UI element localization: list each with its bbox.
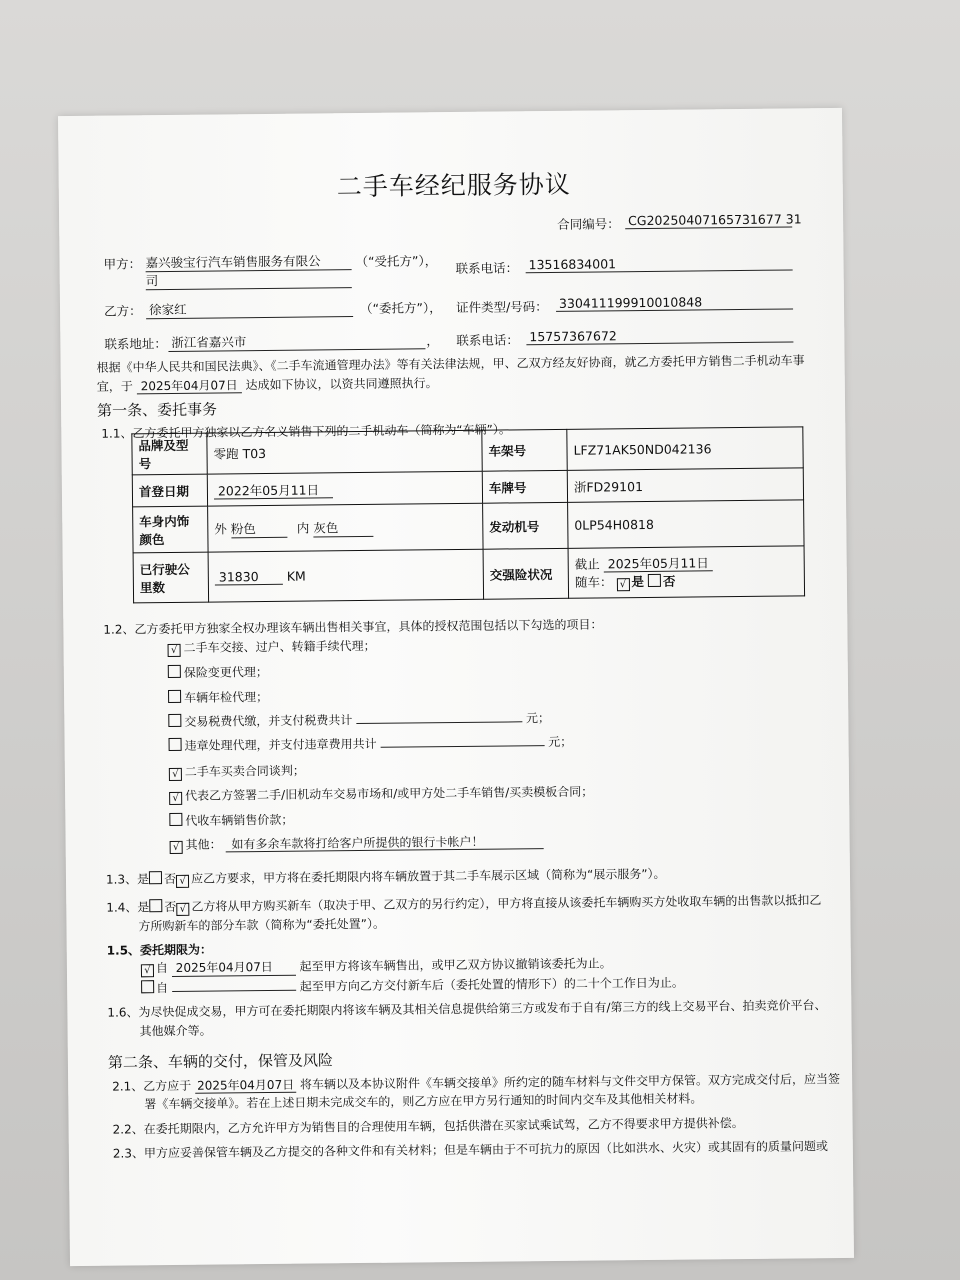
address-comma: ，: [426, 333, 439, 349]
auth-checkbox-7[interactable]: √: [169, 792, 182, 805]
party-b-phone-label: 联系电话：: [456, 332, 519, 348]
party-a-phone: 13516834001: [526, 254, 793, 273]
party-a-name-line1: 嘉兴骏宝行汽车销售服务有限公: [145, 251, 351, 272]
auth-item-9: √ 其他： 如有多余车款将打给客户所提供的银行卡帐户！: [170, 832, 544, 854]
exterior-color: 粉色: [231, 519, 287, 539]
mileage-label: 已行驶公里数: [133, 552, 209, 603]
c13-no-checkbox[interactable]: √: [176, 875, 189, 888]
term-option-2-checkbox[interactable]: [141, 980, 154, 993]
clause-1-2: 1.2、乙方委托甲方独家全权办理该车辆出售相关事宜，具体的授权范围包括以下勾选的项目：: [103, 617, 603, 637]
clause-1-3: 1.3、是 否 √ 应乙方要求，甲方将在委托期限内将车辆放置于其二手车展示区域（简称为“展示服务”）。: [105, 866, 666, 887]
clause-1-5: 1.5、委托期限为：: [106, 942, 213, 958]
vehicle-info-table: [131, 426, 805, 603]
insurance-no-checkbox[interactable]: [648, 574, 661, 587]
engine-label: 发动机号: [483, 502, 568, 549]
intro-line1: 根据《中华人民共和国民法典》、《二手车流通管理办法》等有关法律法规，甲、乙双方经友好协商，就乙方委托甲方销售二手机动车事: [96, 353, 805, 375]
mileage-value: 31830: [215, 568, 283, 585]
vin-label: 车架号: [482, 429, 567, 471]
handover-date: 2025年04月07日: [195, 1078, 296, 1094]
clause-2-1-line2: 署《车辆交接单》。若在上述日期未完成交车的，则乙方应在甲方另行通知的时间内交车及其他相关材料。: [144, 1091, 703, 1112]
engine-value: 0LP54H0818: [568, 500, 804, 548]
party-b-role: （“委托方”），: [359, 300, 442, 316]
c13-yes-checkbox[interactable]: [149, 871, 162, 884]
clause-1-6-line2: 其他媒介等。: [139, 1023, 212, 1039]
reg-date-label: 首登日期: [132, 474, 207, 507]
clause-1-4-line2: 方所购新车的部分车款（简称为“委托处置”）。: [138, 916, 385, 934]
clause-1-1: 1.1、乙方委托甲方独家以乙方名义销售下列的二手机动车（简称为“车辆”）。: [101, 422, 511, 441]
intro-line2: 宜，于 2025年04月07日 达成如下协议，以资共同遵照执行。: [96, 376, 438, 394]
auth-checkbox-3[interactable]: [168, 690, 181, 703]
clause-2-2: 2.2、在委托期限内，乙方允许甲方为销售目的合理使用车辆，包括供潜在买家试乘试驾，乙方不得要求甲方提供补偿。: [112, 1116, 744, 1137]
auth-checkbox-9[interactable]: √: [170, 841, 183, 854]
vin-value: LFZ71AK50ND042136: [567, 427, 803, 470]
auth-other-text: 如有多余车款将打给客户所提供的银行卡帐户！: [225, 834, 543, 852]
term-option-1: √ 自 2025年04月07日 起至甲方将该车辆售出，或甲乙双方协议撤销该委托为止。: [141, 954, 612, 977]
contract-no: CG20250407165731677 31: [625, 211, 792, 229]
auth-checkbox-4[interactable]: [168, 714, 181, 727]
address-label: 联系地址：: [104, 336, 167, 352]
auth-item-3: 车辆年检代理；: [168, 688, 268, 706]
party-a-label: 甲方：: [103, 256, 142, 272]
clause-2-3: 2.3、甲方应妥善保管车辆及乙方提交的各种文件和有关材料；但是车辆由于不可抗力的原因（比如洪水、火灾）或其固有的质量问题或: [112, 1139, 828, 1161]
color-label: 车身内饰颜色: [133, 506, 208, 553]
clause-2-1: 2.1、乙方应于 2025年04月07日 将车辆以及本协议附件《车辆交接单》所约定的随车材料与文件交甲方保管。双方完成交付后，应当签: [112, 1072, 841, 1094]
party-b-id: 330411199910010848: [556, 293, 793, 311]
auth-checkbox-2[interactable]: [168, 665, 181, 678]
auth-item-7: √ 代表乙方签署二手/旧机动车交易市场和/或甲方处二手车销售/买卖模板合同；: [169, 783, 593, 805]
table-row: 已行驶公里数 31830 KM 交强险状况 截止 2025年05月11日 随车： √ 是 否: [133, 546, 804, 603]
party-b-name: 徐家红: [146, 298, 353, 319]
auth-item-5: 违章处理代理，并支付违章费用共计 元；: [169, 733, 573, 754]
section-2-heading: 第二条、车辆的交付，保管及风险: [107, 1051, 334, 1072]
table-row: 车身内饰颜色 外 粉色 内 灰色 发动机号 0LP54H0818: [133, 500, 804, 553]
interior-color: 灰色: [313, 518, 373, 538]
insurance-until: 2025年05月11日: [604, 555, 713, 572]
auth-item-1: √ 二手车交接、过户、转籍手续代理；: [167, 637, 375, 657]
auth-checkbox-5[interactable]: [169, 738, 182, 751]
model-value: 零跑 T03: [207, 430, 482, 474]
auth-item-4: 交易税费代缴，并支付税费共计 元；: [168, 709, 550, 730]
section-1-heading: 第一条、委托事务: [96, 400, 218, 420]
reg-date-value: 2022年05月11日: [214, 482, 333, 499]
term-option-2: 自 起至甲方向乙方交付新车后（委托处置的情形下）的二十个工作日为止。: [141, 974, 684, 997]
plate-value: 浙FD29101: [567, 468, 803, 502]
intro-date: 2025年04月07日: [137, 378, 242, 394]
party-b-phone: 15757367672: [526, 326, 793, 345]
contract-no-label: 合同编号：: [557, 216, 620, 232]
party-a-name-line2: 司: [146, 269, 352, 290]
auth-checkbox-6[interactable]: √: [169, 768, 182, 781]
table-row: [132, 427, 803, 475]
contract-paper: [58, 108, 854, 1266]
party-b-label: 乙方：: [103, 303, 142, 319]
auth-checkbox-8[interactable]: [169, 813, 182, 826]
plate-label: 车牌号: [482, 470, 567, 503]
clause-1-4: 1.4、是 否 √ 乙方将从甲方购买新车（取决于甲、乙双方的另行约定），甲方将直接从该委托车辆购买方处收取车辆的出售款以抵扣乙: [106, 893, 822, 915]
party-a-phone-label: 联系电话：: [455, 260, 519, 276]
address: 浙江省嘉兴市: [168, 330, 425, 352]
auth-checkbox-1[interactable]: √: [168, 644, 181, 657]
insurance-label: 交强险状况: [483, 548, 569, 599]
clause-1-6-line1: 1.6、为尽快促成交易，甲方可在委托期限内将该车辆及其相关信息提供给第三方或发布于自有/第三方的线上交易平台、拍卖竞价平台、: [107, 998, 827, 1020]
party-b-id-label: 证件类型/号码：: [455, 299, 548, 315]
auth-item-6: √ 二手车买卖合同谈判；: [169, 762, 305, 781]
term-start-date: 2025年04月07日: [172, 958, 296, 977]
insurance-yes-checkbox[interactable]: √: [616, 578, 629, 591]
term-option-1-checkbox[interactable]: √: [141, 964, 154, 977]
c14-no-checkbox[interactable]: √: [176, 903, 189, 916]
document-title: 二手车经纪服务协议: [336, 169, 571, 202]
auth-item-2: 保险变更代理；: [168, 663, 268, 681]
c14-yes-checkbox[interactable]: [149, 899, 162, 912]
party-a-role: （“受托方”），: [355, 253, 438, 270]
model-label: 品牌及型号: [132, 433, 207, 475]
auth-item-8: 代收车辆销售价款；: [169, 811, 293, 829]
